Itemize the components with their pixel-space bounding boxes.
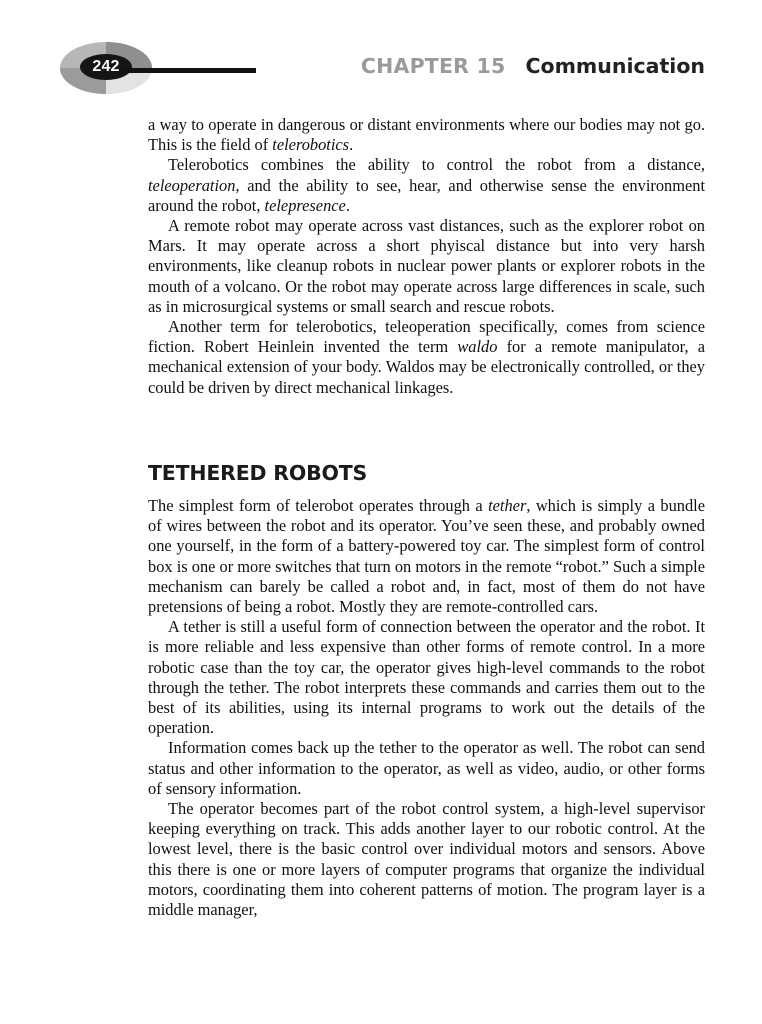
chapter-title: Communication bbox=[525, 54, 705, 78]
term-telerobotics: telerobotics bbox=[272, 135, 350, 155]
running-head bbox=[361, 52, 705, 80]
intro-text bbox=[148, 115, 705, 398]
section-text bbox=[148, 496, 705, 920]
chapter-label: CHAPTER 15 bbox=[360, 54, 506, 78]
section-heading: TETHERED ROBOTS bbox=[148, 461, 368, 485]
term-teleoperation: teleoperation bbox=[148, 175, 236, 195]
section-paragraph-1: The simplest form of telerobot operates through a tether, which is simply a bundle of wires between the robot and its operator. You’ve seen these, and probably owned one yourself, in the form of a battery-powered toy car. The simplest form of control box is one or more switches that turn on motors in the remote “robot.” Such a simple mechanism can barely be called a robot and, in fact, most of them do not have pretensions of being a robot. Mostly they are remote-controlled cars. bbox=[148, 496, 706, 617]
intro-paragraph-2: Telerobotics combines the ability to control the robot from a distance, teleoperation, and the ability to see, hear, and otherwise sense the environment around the robot, telepresence. bbox=[148, 155, 705, 215]
section-paragraph-4: The operator becomes part of the robot control system, a high-level supervisor keeping everything on track. This adds another layer to our robotic control. At the lowest level, there is the basic control over individual motors and sensors. Above this there is one or more layers of computer programs that organize the individual motors, coordinating them into coherent patterns of motion. The program layer is a middle manager, bbox=[148, 799, 705, 920]
term-waldo: waldo bbox=[457, 337, 498, 357]
section-paragraph-2: A tether is still a useful form of connection between the operator and the robot. It is more reliable and less expensive than other forms of remote control. In a more robotic case than the toy car, the operator gives high-level commands to the robot through the tether. The robot interprets these commands and carries them out to the best of its abilities, using its internal programs to work out the details of the operation. bbox=[148, 617, 705, 738]
intro-paragraph-4: Another term for telerobotics, teleoperation specifically, comes from science fiction. Robert Heinlein invented the term waldo for a remote manipulator, a mechanical extension of your body. Waldos may be electronically controlled, or they could be driven by direct mechanical linkages. bbox=[148, 317, 705, 397]
term-tether: tether bbox=[488, 496, 527, 515]
header-rule bbox=[120, 68, 256, 73]
intro-paragraph-1: a way to operate in dangerous or distant environments where our bodies may not go. This is the field of telerobotics. bbox=[148, 115, 705, 155]
intro-paragraph-3: A remote robot may operate across vast distances, such as the explorer robot on Mars. It may operate across a short phyiscal distance but into very harsh environments, like cleanup robots in nuclear power plants or explorer robots in the mouth of a volcano. Or the robot may operate across large differences in scale, such as in microsurgical systems or small search and rescue robots. bbox=[148, 216, 705, 316]
section-paragraph-3: Information comes back up the tether to the operator as well. The robot can send status and other information to the operator, as well as video, audio, or other forms of sensory information. bbox=[148, 738, 705, 798]
term-telepresence: telepresence bbox=[264, 195, 346, 215]
page-number: 242 bbox=[92, 58, 120, 75]
